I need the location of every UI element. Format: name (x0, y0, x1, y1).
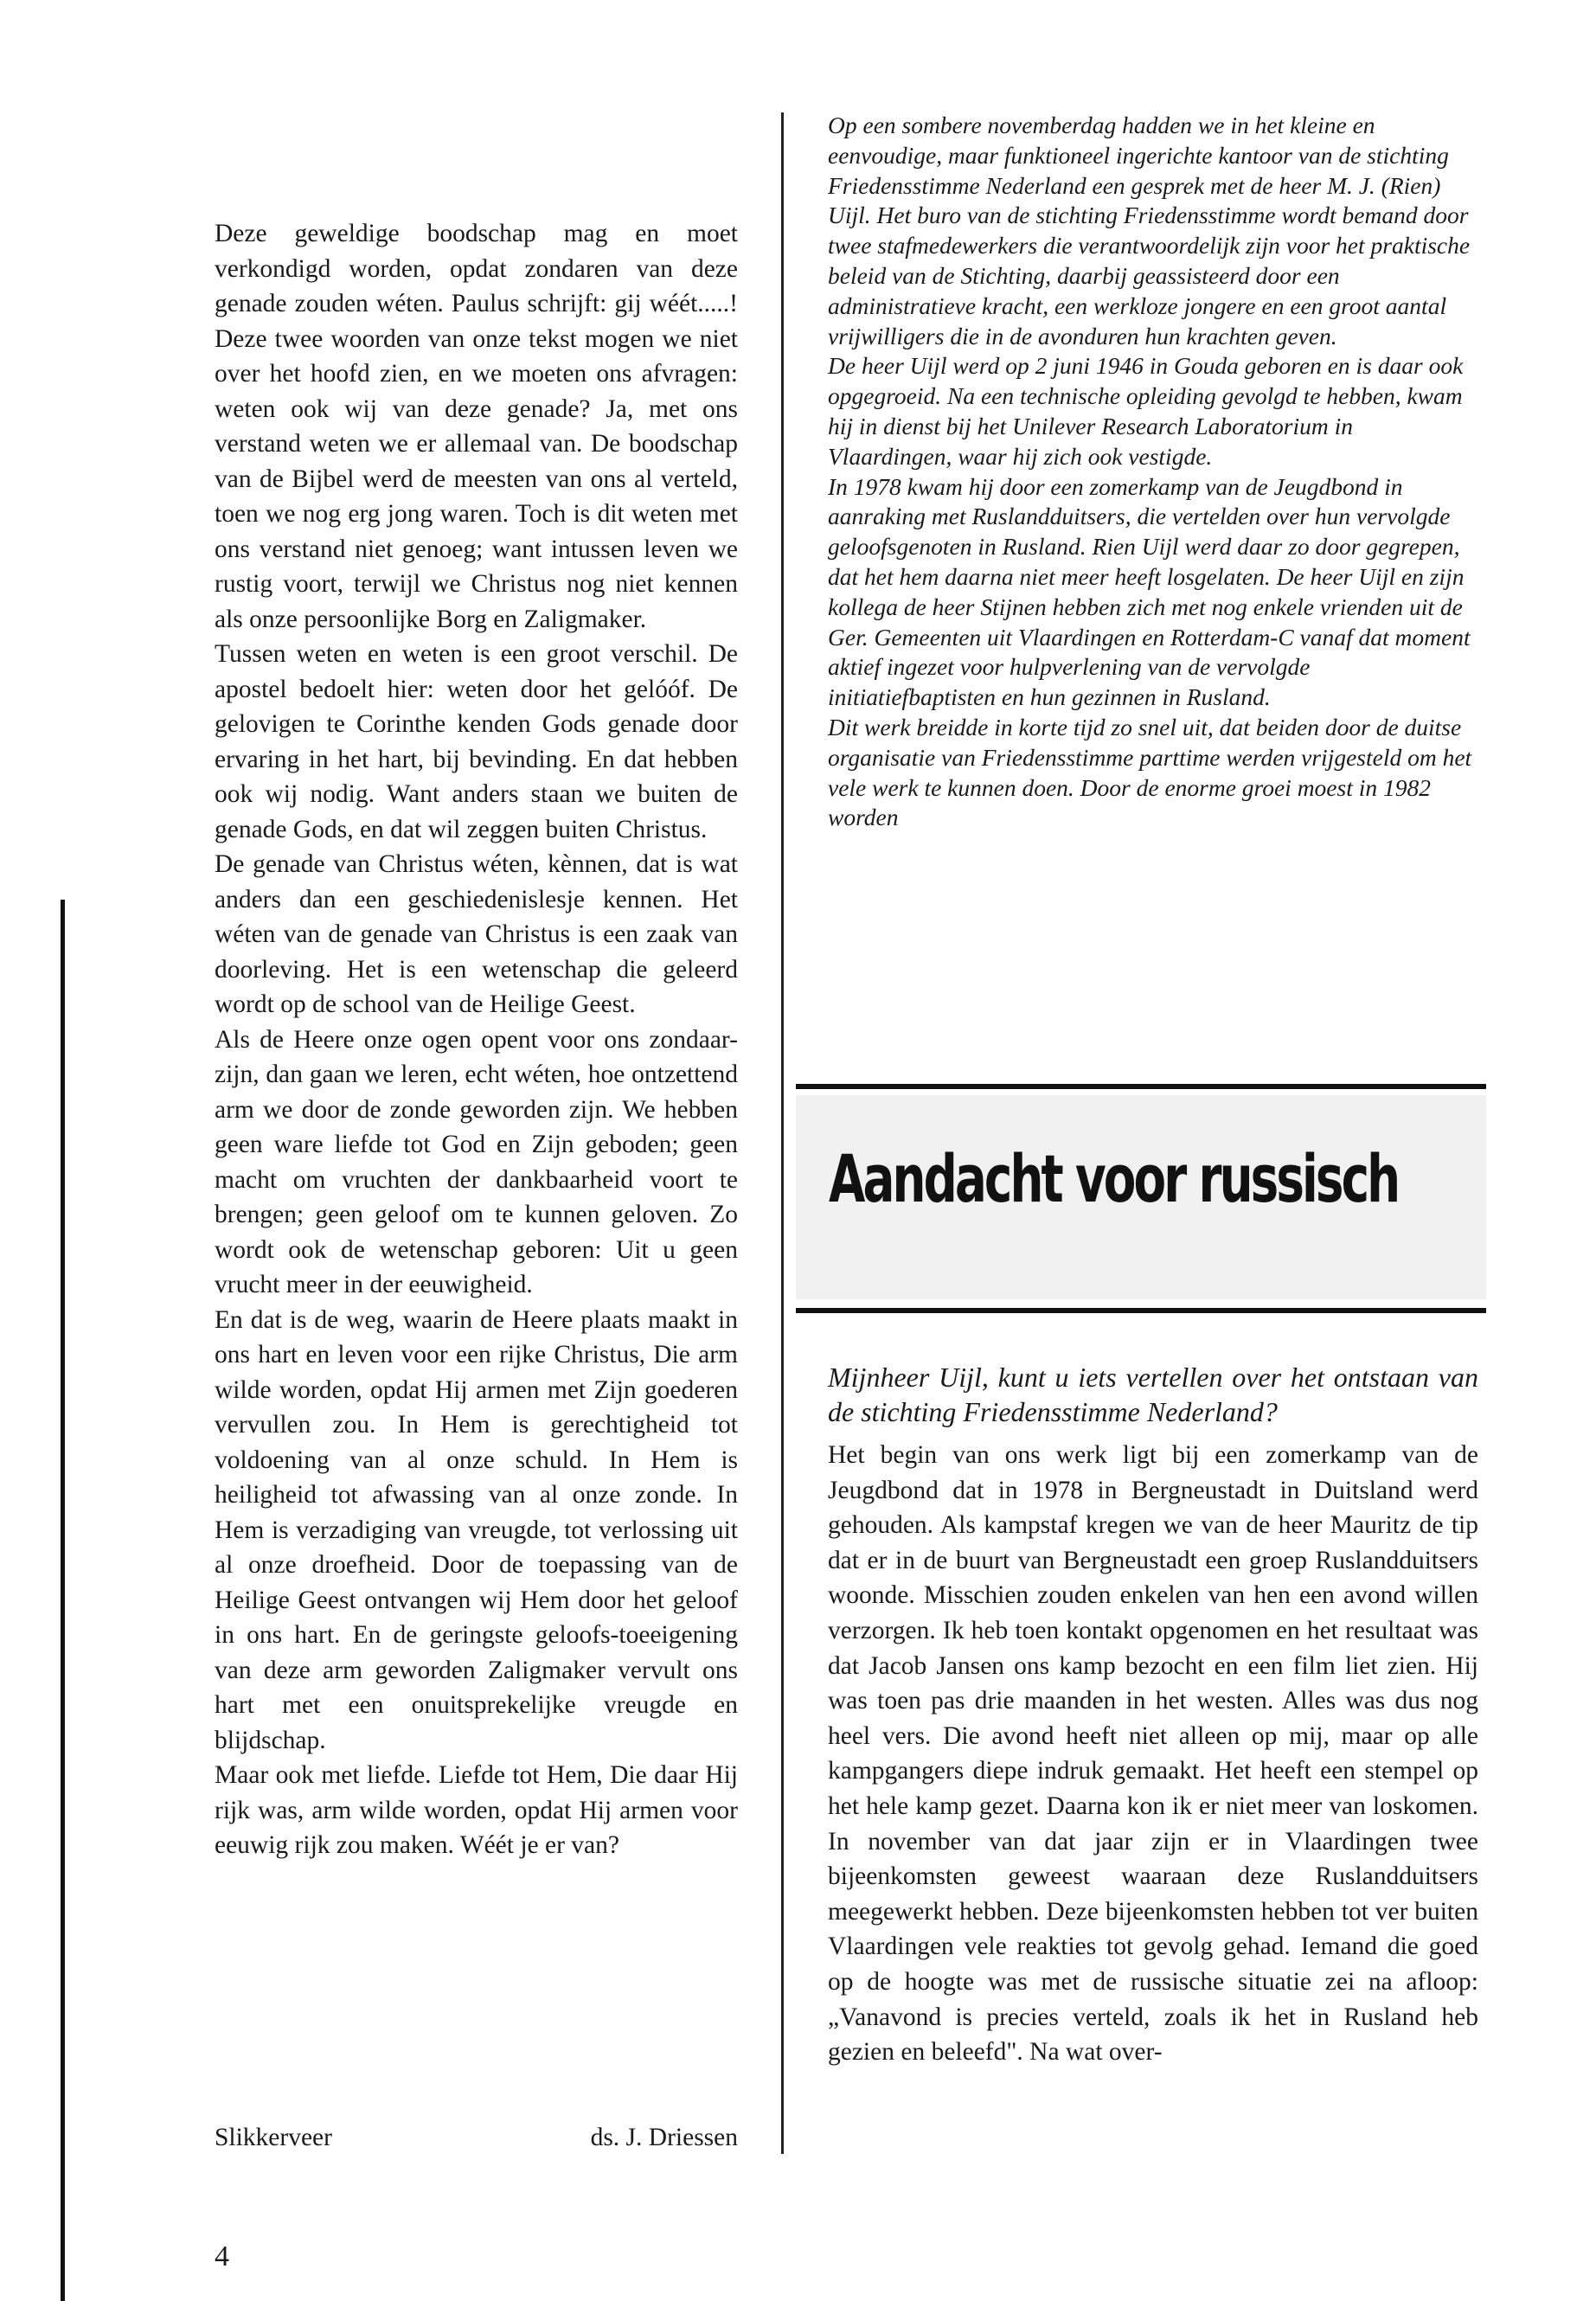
sermon-signature (215, 2124, 738, 2152)
headline-band (796, 1095, 1486, 1299)
headline-rule-top (796, 1084, 1486, 1089)
sermon-paragraph: Maar ook met liefde. Liefde tot Hem, Die daar Hij rijk was, arm wilde worden, opdat Hij armen voor eeuwig rijk zou maken. Wéét je er van? (215, 1761, 738, 1859)
sermon-paragraph: Deze geweldige boodschap mag en moet verkondigd worden, opdat zondaren van deze genade zouden wéten. Paulus schrijft: gij wéét.....! Deze twee woorden van onze tekst mogen we niet over het hoofd zien, en we moeten ons afvragen: weten ook wij van deze genade? Ja, met ons verstand weten we er allemaal van. De boodschap van de Bijbel werd de meesten van ons al verteld, toen we nog erg jong waren. Toch is dit weten met ons verstand niet genoeg; want intussen leven we rustig voort, terwijl we Christus nog niet kennen als onze persoonlijke Borg en Zaligmaker. (215, 220, 738, 633)
article-intro (828, 111, 1478, 833)
sermon-paragraph: En dat is de weg, waarin de Heere plaats maakt in ons hart en leven voor een rijke Christus, Die arm wilde worden, opdat Hij armen met Zijn goederen vervullen zou. In Hem is gerechtigheid tot voldoening van al onze schuld. In Hem is heiligheid tot afwassing van al onze zonde. In Hem is verzadiging van vreugde, tot verlossing uit al onze droefheid. Door de toepassing van de Heilige Geest ontvangen wij Hem door het geloof in ons hart. En de geringste geloofs-toeeigening van deze arm geworden Zaligmaker vervult ons hart met een onuitsprekelijke vreugde en blijdschap. (215, 1305, 738, 1754)
page-number: 4 (215, 2240, 229, 2272)
intro-paragraph: De heer Uijl werd op 2 juni 1946 in Gouda geboren en is daar ook opgegroeid. Na een technische opleiding gevolgd te hebben, kwam hij in dienst bij het Unilever Research Laboratorium in Vlaardingen, waar hij zich ook vestigde. (828, 352, 1464, 470)
article-headline: Aandacht voor russisch (829, 1140, 1399, 1217)
interview-question: Mijnheer Uijl, kunt u iets vertellen over het ontstaan van de stichting Friedensstimme Nederland? (828, 1362, 1478, 1427)
column-divider (781, 112, 784, 2154)
sermon-column (215, 216, 738, 1863)
sermon-paragraph: Tussen weten en weten is een groot verschil. De apostel bedoelt hier: weten door het gelóóf. De gelovigen te Corinthe kenden Gods genade door ervaring in het hart, bij bevinding. En dat hebben ook wij nodig. Want anders staan we buiten de genade Gods, en dat wil zeggen buiten Christus. (215, 640, 738, 843)
sermon-paragraph: Als de Heere onze ogen opent voor ons zondaar-zijn, dan gaan we leren, echt wéten, hoe ontzettend arm we door de zonde geworden zijn. We hebben geen ware liefde tot God en Zijn geboden; geen macht om vruchten der dankbaarheid voort te brengen; geen geloof om te kunnen geloven. Zo wordt ook de wetenschap geboren: Uit u geen vrucht meer in der eeuwigheid. (215, 1025, 738, 1298)
scan-edge-line (61, 900, 65, 2301)
signature-author: ds. J. Driessen (590, 2124, 738, 2151)
sermon-paragraph: De genade van Christus wéten, kènnen, dat is wat anders dan een geschiedenislesje kennen. Het wéten van de genade van Christus is een zaak van doorleving. Het is een wetenschap die geleerd wordt op de school van de Heilige Geest. (215, 850, 738, 1018)
intro-paragraph: Dit werk breidde in korte tijd zo snel uit, dat beiden door de duitse organisatie van Friedensstimme parttime werden vrijgesteld om het vele werk te kunnen doen. Door de enorme groei moest in 1982 worden (828, 713, 1472, 831)
intro-paragraph: Op een sombere novemberdag hadden we in het kleine en eenvoudige, maar funktioneel ingerichte kantoor van de stichting Friedensstimme Nederland een gesprek met de heer M. J. (Rien) Uijl. Het buro van de stichting Friedensstimme wordt bemand door twee stafmedewerkers die verantwoordelijk zijn voor het praktische beleid van de Stichting, daarbij geassisteerd door een administratieve kracht, een werkloze jongere en een groot aantal vrijwilligers die in de avonduren hun krachten geven. (828, 112, 1471, 349)
signature-place: Slikkerveer (215, 2124, 332, 2151)
interview-answer: Het begin van ons werk ligt bij een zomerkamp van de Jeugdbond dat in 1978 in Bergneustadt in Duitsland werd gehouden. Als kampstaf kregen we van de heer Mauritz de tip dat er in de buurt van Bergneustadt een groep Ruslandduitsers woonde. Misschien zouden enkelen van hen een avond willen verzorgen. Ik heb toen kontakt opgenomen en het resultaat was dat Jacob Jansen ons kamp bezocht en een film liet zien. Hij was toen pas drie maanden in het westen. Alles was dus nog heel vers. Die avond heeft niet alleen op mij, maar op alle kampgangers diepe indruk gemaakt. Het heeft een stempel op het hele kamp gezet. Daarna kon ik er niet meer van loskomen. In november van dat jaar zijn er in Vlaardingen twee bijeenkomsten geweest waaraan deze Ruslandduitsers meegewerkt hebben. Deze bijeenkomsten hebben tot ver buiten Vlaardingen vele reakties tot gevolg gehad. Iemand die goed op de hoogte was met de russische situatie zei na afloop: „Vanavond is precies verteld, zoals ik het in Rusland heb gezien en beleefd". Na wat over- (828, 1441, 1478, 2067)
intro-paragraph: In 1978 kwam hij door een zomerkamp van de Jeugdbond in aanraking met Ruslandduitsers, die vertelden over hun vervolgde geloofsgenoten in Rusland. Rien Uijl werd daar zo door gegrepen, dat het hem daarna niet meer heeft losgelaten. De heer Uijl en zijn kollega de heer Stijnen hebben zich met nog enkele vrienden uit de Ger. Gemeenten uit Vlaardingen en Rotterdam-C vanaf dat moment aktief ingezet voor hulpverlening van de vervolgde initiatiefbaptisten en hun gezinnen in Rusland. (828, 472, 1471, 711)
headline-rule-bottom (796, 1308, 1486, 1313)
